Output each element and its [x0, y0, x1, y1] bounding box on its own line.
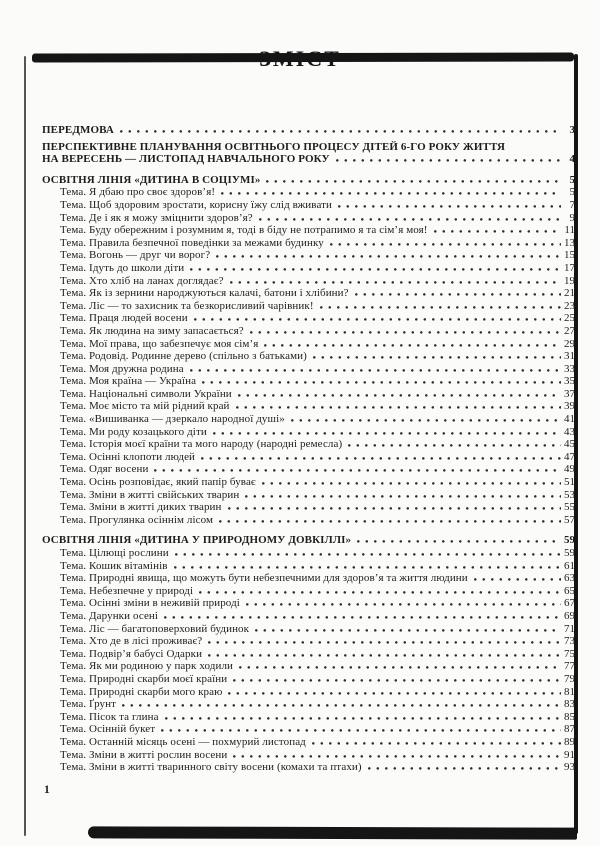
entry-label: Тема. Ми роду козацького діти — [60, 425, 207, 438]
toc-entry — [42, 749, 575, 762]
dot-leader — [233, 749, 561, 758]
toc-entry — [42, 463, 575, 476]
toc-entry — [42, 199, 575, 212]
entry-label: Тема. Ґрунт — [60, 698, 117, 711]
toc-entry — [42, 451, 575, 464]
dot-leader — [236, 400, 561, 409]
toc-entry — [42, 350, 575, 363]
toc-entry — [42, 761, 575, 774]
toc-entry — [42, 224, 575, 237]
entry-page-number: 39 — [564, 400, 575, 413]
dot-leader — [357, 534, 561, 543]
dot-leader — [161, 723, 561, 732]
entry-label: Тема. Як людина на зиму запасається? — [60, 324, 244, 337]
toc-entry — [42, 686, 575, 699]
entry-page-number: 69 — [564, 609, 575, 622]
toc-entry — [42, 262, 575, 275]
entry-page-number: 13 — [564, 236, 575, 249]
entry-label: Тема. Осінній букет — [60, 723, 156, 736]
entry-page-number: 67 — [564, 597, 575, 610]
entry-page-number: 59 — [564, 547, 575, 559]
entry-page-number: 35 — [564, 375, 575, 388]
entry-label: Тема. Родовід. Родинне дерево (спільно з батьками) — [60, 350, 307, 363]
toc-entry — [42, 534, 575, 547]
entry-page-number: 79 — [564, 672, 575, 685]
entry-page-number: 87 — [564, 723, 575, 736]
dot-leader — [122, 698, 561, 707]
entry-label: Тема. Зміни в житті диких тварин — [60, 501, 222, 514]
entry-label: Тема. Моя країна — Україна — [60, 375, 197, 388]
entry-page-number: 91 — [564, 748, 575, 761]
entry-page-number: 23 — [564, 299, 575, 312]
dot-leader — [313, 350, 561, 359]
dot-leader — [190, 262, 561, 271]
entry-label: Тема. Небезпечне у природі — [60, 584, 194, 597]
entry-label: Тема. Як ми родиною у парк ходили — [60, 660, 234, 673]
entry-page-number: 89 — [564, 735, 575, 748]
toc-entry — [42, 141, 575, 166]
entry-label: Тема. Як із зернини народжуються калачі, батони і хлібини? — [60, 287, 349, 300]
dot-leader — [348, 438, 561, 447]
toc-entry — [42, 698, 575, 711]
toc-entry — [42, 547, 575, 560]
dot-leader — [165, 711, 561, 720]
entry-label: Тема. Хто де в лісі проживає? — [60, 635, 203, 648]
dot-leader — [262, 476, 561, 485]
entry-label: Тема. Зміни в житті свійських тварин — [60, 488, 240, 501]
entry-label: Тема. Моє місто та мій рідний край — [60, 400, 230, 413]
entry-label: Тема. Осінь розповідає, який папір буває — [60, 476, 256, 489]
dot-leader — [221, 186, 561, 195]
toc-entry — [42, 426, 575, 439]
section-label: ПЕРЕДМОВА — [42, 124, 114, 136]
entry-page-number: 63 — [564, 572, 575, 585]
entry-label: Тема. Вогонь — друг чи ворог? — [60, 249, 211, 262]
entry-page-number: 61 — [564, 559, 575, 572]
dot-leader — [202, 375, 561, 384]
section-label: ОСВІТНЯ ЛІНІЯ «ДИТИНА У ПРИРОДНОМУ ДОВКІЛЛІ» — [42, 534, 352, 547]
dot-leader — [154, 463, 561, 472]
dot-leader — [175, 547, 561, 556]
toc-entry — [42, 375, 575, 388]
entry-page-number: 51 — [564, 476, 575, 489]
toc-entry — [42, 325, 575, 338]
dot-leader — [174, 560, 561, 569]
entry-label: Тема. Прогулянка осіннім лісом — [60, 513, 214, 526]
entry-page-number: 33 — [564, 362, 575, 375]
entry-page-number: 55 — [564, 501, 575, 514]
entry-label: Тема. Осінні клопоти людей — [60, 450, 196, 463]
toc-entry — [42, 388, 575, 401]
toc-entry — [42, 723, 575, 736]
dot-leader — [228, 501, 561, 510]
toc-entry — [42, 400, 575, 413]
entry-page-number: 65 — [564, 584, 575, 597]
entry-page-number: 85 — [564, 710, 575, 723]
toc-entry — [42, 514, 575, 527]
entry-label: Тема. Де і як я можу зміцнити здоров’я? — [60, 211, 253, 224]
entry-page-number: 9 — [569, 211, 575, 224]
toc-entry — [42, 312, 575, 325]
toc-entry — [42, 572, 575, 585]
dot-leader — [230, 275, 561, 284]
toc-entry — [42, 660, 575, 673]
dot-leader — [239, 660, 561, 669]
footer-page-number: 1 — [44, 784, 50, 796]
entry-label: Тема. Буду обережним і розумним я, тоді в біду не потрапимо я та сім’я моя! — [60, 224, 428, 237]
entry-page-number: 31 — [564, 350, 575, 363]
entry-page-number: 17 — [564, 261, 575, 274]
dot-leader — [246, 597, 561, 606]
toc-entry — [42, 338, 575, 351]
toc-entry — [42, 635, 575, 648]
dot-leader — [255, 623, 561, 632]
entry-page-number: 47 — [564, 450, 575, 463]
toc-entry — [42, 438, 575, 451]
dot-leader — [201, 451, 561, 460]
dot-leader — [194, 312, 561, 321]
toc-entry — [42, 275, 575, 288]
entry-label: Тема. Я дбаю про своє здоров’я! — [60, 186, 216, 199]
entry-page-number: 5 — [569, 186, 575, 199]
dot-leader — [264, 338, 561, 347]
entry-label: Тема. Праця людей восени — [60, 312, 188, 325]
entry-page-number: 4 — [569, 153, 575, 166]
section-label: ПЕРСПЕКТИВНЕ ПЛАНУВАННЯ ОСВІТНЬОГО ПРОЦЕСУ ДІТЕЙ 6-ГО РОКУ ЖИТТЯ — [42, 140, 506, 153]
entry-label: Тема. Подвір’я бабусі Одарки — [60, 647, 203, 660]
dot-leader — [312, 736, 561, 745]
scan-edge-bottom — [88, 826, 577, 839]
dot-leader — [330, 237, 561, 246]
entry-page-number: 7 — [569, 198, 575, 211]
toc-entry — [42, 610, 575, 623]
dot-leader — [474, 572, 561, 581]
entry-label: Тема. Ідуть до школи діти — [60, 261, 185, 274]
entry-label: Тема. Ліс — то захисник та безкорисливий чарівник! — [60, 299, 314, 312]
entry-label: Тема. «Вишиванка — дзеркало народної душі» — [60, 413, 285, 426]
entry-page-number: 43 — [564, 425, 575, 438]
toc-entry — [42, 249, 575, 262]
toc-entry — [42, 300, 575, 313]
entry-page-number: 53 — [564, 488, 575, 501]
dot-leader — [355, 287, 561, 296]
entry-label: Тема. Історія моєї країни та мого народу (народні ремесла) — [60, 438, 343, 451]
section-label: НА ВЕРЕСЕНЬ — ЛИСТОПАД НАВЧАЛЬНОГО РОКУ — [42, 153, 330, 166]
toc-entry — [42, 585, 575, 598]
toc-entry — [42, 673, 575, 686]
dot-leader — [213, 426, 561, 435]
dot-leader — [233, 673, 561, 682]
entry-page-number: 45 — [564, 438, 575, 451]
entry-label: Тема. Природні явища, що можуть бути небезпечними для здоров’я та життя людини — [60, 572, 468, 585]
entry-label: Тема. Природні скарби мого краю — [60, 685, 223, 698]
entry-label: Тема. Осінні зміни в неживій природі — [60, 597, 240, 610]
entry-page-number: 73 — [564, 635, 575, 648]
toc-entry — [42, 413, 575, 426]
entry-label: Тема. Ліс — багатоповерховий будинок — [60, 622, 250, 635]
dot-leader — [208, 648, 561, 657]
entry-label: Тема. Зміни в житті рослин восени — [60, 748, 228, 761]
toc-entry — [42, 597, 575, 610]
entry-label: Тема. Одяг восени — [60, 463, 149, 476]
entry-label: Тема. Зміни в житті тваринного світу восени (комахи та птахи) — [60, 761, 362, 774]
toc-entry — [42, 623, 575, 636]
entry-label: Тема. Мої права, що забезпечує моя сім’я — [60, 337, 259, 350]
toc-entry — [42, 648, 575, 661]
toc-entry — [42, 186, 575, 199]
toc-entry — [42, 124, 575, 137]
entry-page-number: 29 — [564, 337, 575, 350]
toc-entry — [42, 476, 575, 489]
entry-label: Тема. Пісок та глина — [60, 710, 159, 723]
entry-page-number: 27 — [564, 324, 575, 337]
toc-entry — [42, 287, 575, 300]
dot-leader — [368, 761, 561, 770]
entry-page-number: 3 — [569, 124, 575, 136]
entry-page-number: 71 — [564, 622, 575, 635]
dot-leader — [245, 489, 561, 498]
dot-leader — [190, 363, 561, 372]
entry-label: Тема. Природні скарби моєї країни — [60, 672, 228, 685]
toc-entry — [42, 212, 575, 225]
entry-page-number: 81 — [564, 685, 575, 698]
entry-page-number: 15 — [564, 249, 575, 262]
dot-leader — [199, 585, 561, 594]
entry-page-number: 37 — [564, 387, 575, 400]
scan-edge-top — [32, 52, 574, 62]
entry-page-number: 59 — [564, 534, 575, 547]
entry-page-number: 19 — [564, 274, 575, 287]
toc-entry — [42, 174, 575, 187]
entry-label: Тема. Хто хліб на ланах доглядає? — [60, 274, 224, 287]
entry-page-number: 21 — [564, 287, 575, 300]
entry-label: Тема. Національні символи України — [60, 387, 232, 400]
toc-entry — [42, 711, 575, 724]
dot-leader — [216, 249, 561, 258]
entry-label: Тема. Кошик вітамінів — [60, 559, 168, 572]
dot-leader — [164, 610, 561, 619]
entry-page-number: 57 — [564, 513, 575, 526]
entry-page-number: 11 — [564, 224, 575, 237]
entry-page-number: 5 — [569, 173, 575, 186]
toc-entry — [42, 237, 575, 250]
table-of-contents — [42, 124, 575, 774]
entry-page-number: 25 — [564, 312, 575, 325]
entry-page-number: 83 — [564, 698, 575, 711]
entry-label: Тема. Щоб здоровим зростати, корисну їжу слід вживати — [60, 198, 333, 211]
dot-leader — [238, 388, 561, 397]
entry-page-number: 49 — [564, 463, 575, 476]
section-label: ОСВІТНЯ ЛІНІЯ «ДИТИНА В СОЦІУМІ» — [42, 173, 261, 186]
entry-label: Тема. Моя дружна родина — [60, 362, 184, 375]
scan-edge-left — [24, 56, 26, 836]
entry-label: Тема. Останній місяць осені — похмурий листопад — [60, 735, 306, 748]
toc-entry — [42, 363, 575, 376]
toc-entry — [42, 489, 575, 502]
entry-page-number: 77 — [564, 660, 575, 673]
dot-leader — [259, 212, 561, 221]
dot-leader — [228, 686, 561, 695]
dot-leader — [336, 153, 561, 162]
toc-entry — [42, 736, 575, 749]
entry-page-number: 41 — [564, 413, 575, 426]
dot-leader — [266, 174, 561, 183]
dot-leader — [208, 635, 561, 644]
entry-label: Тема. Правила безпечної поведінки за межами будинку — [60, 236, 324, 249]
toc-entry — [42, 560, 575, 573]
dot-leader — [338, 199, 561, 208]
dot-leader — [120, 124, 561, 133]
entry-page-number: 93 — [564, 761, 575, 774]
dot-leader — [434, 224, 561, 233]
entry-label: Тема. Цілющі рослини — [60, 547, 169, 559]
entry-page-number: 75 — [564, 647, 575, 660]
dot-leader — [219, 514, 561, 523]
dot-leader — [320, 300, 561, 309]
entry-label: Тема. Дарунки осені — [60, 609, 159, 622]
toc-entry — [42, 501, 575, 514]
dot-leader — [250, 325, 561, 334]
dot-leader — [291, 413, 561, 422]
